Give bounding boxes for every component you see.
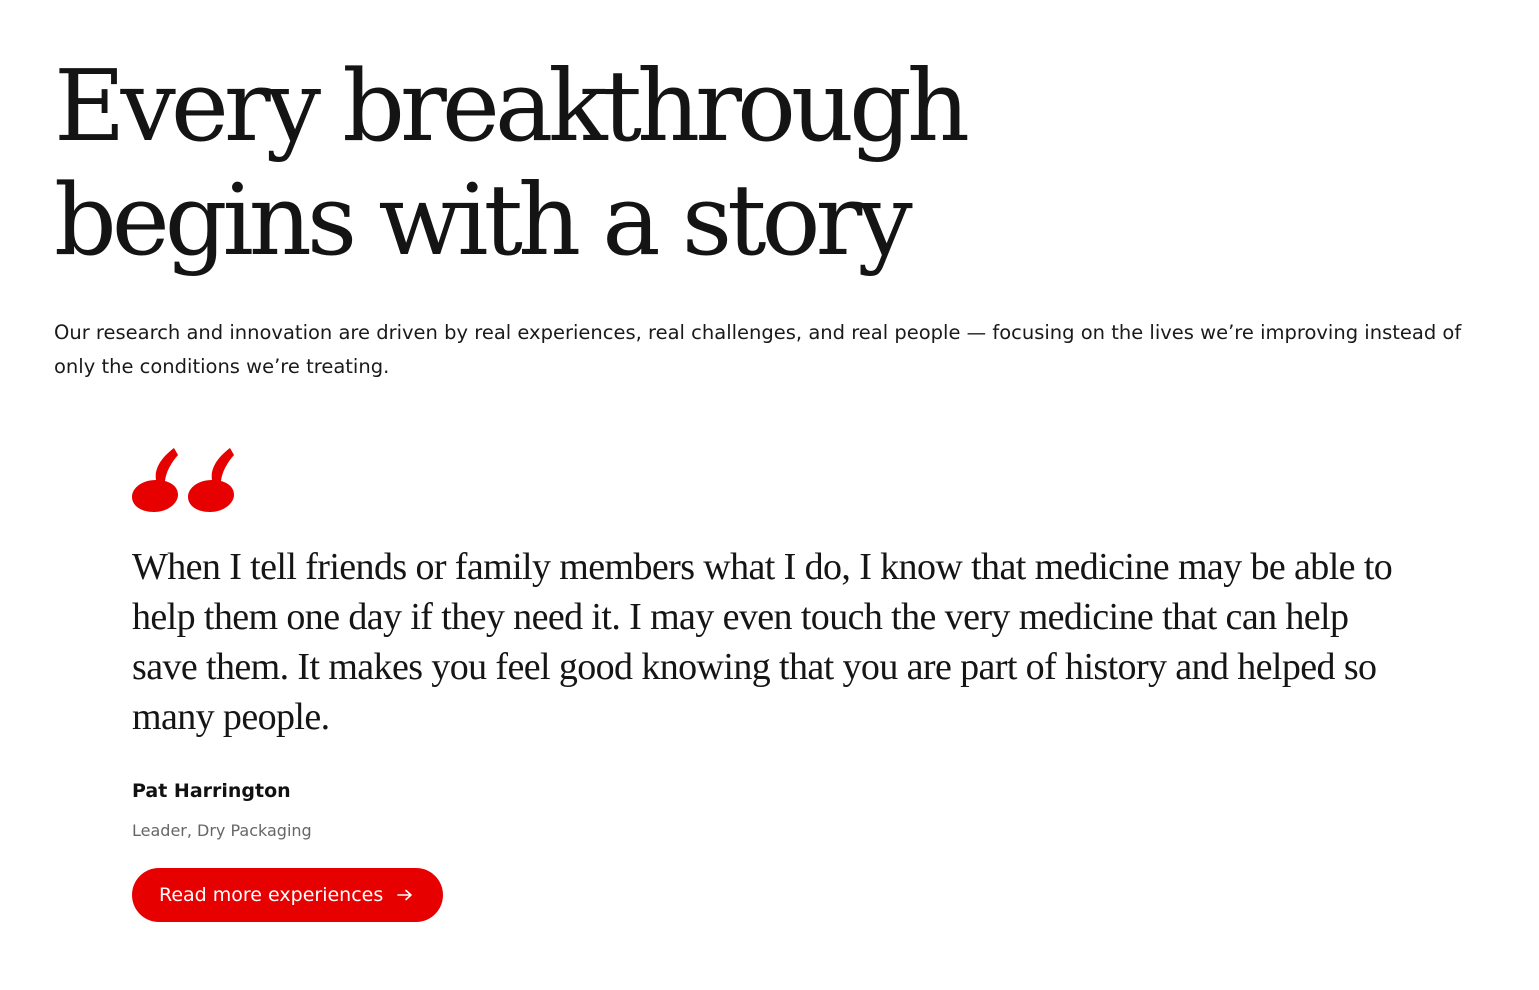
testimonial-author-role: Leader, Dry Packaging: [132, 821, 312, 840]
arrow-right-icon: [397, 889, 413, 901]
page-title: [54, 50, 965, 278]
page-title-line-1: Every breakthrough: [54, 50, 965, 164]
testimonial-quote: When I tell friends or family members what I do, I know that medicine may be able to help them one day if they need it. I may even touch the very medicine that can help save them. It makes you feel good knowing that you are part of history and helped so many people.: [132, 546, 1393, 738]
page-title-line-2: begins with a story: [54, 164, 908, 278]
intro-paragraph: Our research and innovation are driven by real experiences, real challenges, and real people — focusing on the lives we’re improving instead of only the conditions we’re treating.: [54, 321, 1462, 378]
testimonial-author-name: Pat Harrington: [132, 780, 291, 802]
read-more-experiences-label: Read more experiences: [159, 884, 384, 906]
testimonial: [132, 444, 1432, 922]
quote-icon: [132, 444, 234, 512]
read-more-experiences-button[interactable]: [132, 868, 443, 922]
